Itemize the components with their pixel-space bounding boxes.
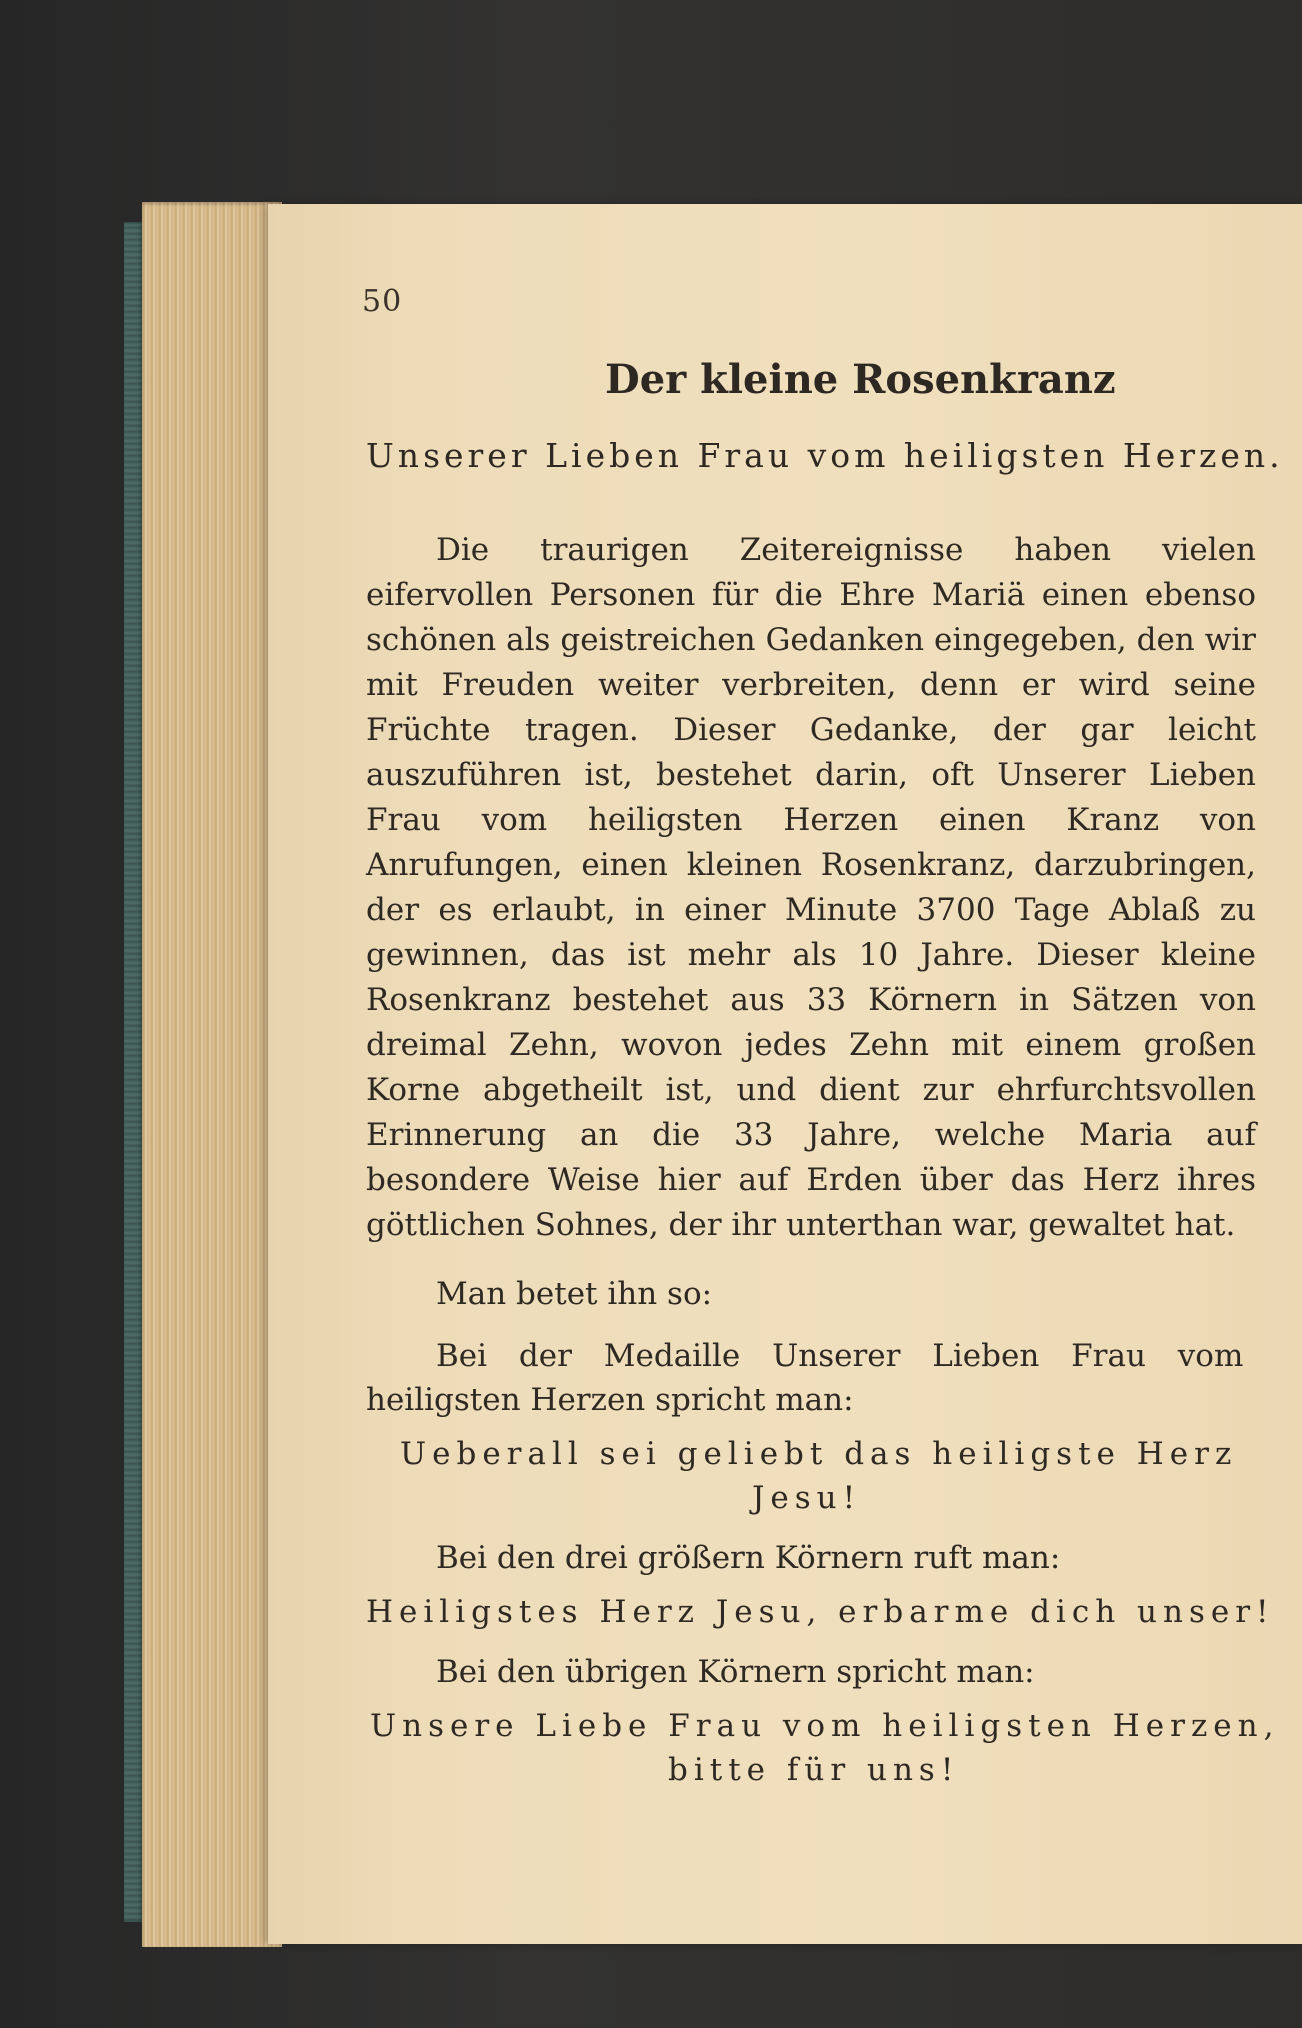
page-number: 50 xyxy=(362,284,403,319)
medal-instruction-line-1: Bei der Medaille Unserer Lieben Frau vom xyxy=(436,1338,1244,1374)
page-title: Der kleine Rosenkranz xyxy=(605,356,1116,403)
main-paragraph: Die traurigen Zeitereignisse haben vielen eifervollen Personen für die Ehre Mariä einen ebenso schönen als geistreichen Gedanken eingegeben, den wir mit Freuden weiter verbreiten, denn er wird seine Früchte tragen. Dieser Gedanke, der gar leicht auszuführen ist, bestehet darin, oft Unserer Lieben Frau vom heiligsten Herzen einen Kranz von Anrufungen, einen kleinen Rosenkranz, darzubringen, der es erlaubt, in einer Minute 3700 Tage Ablaß zu gewinnen, das ist mehr als 10 Jahre. Dieser kleine Rosenkranz bestehet aus 33 Körnern in Sätzen von dreimal Zehn, wovon jedes Zehn mit einem großen Korne abgetheilt ist, und dient zur ehrfurchtsvollen Erinnerung an die 33 Jahre, welche Maria auf besondere Weise hier auf Erden über das Herz ihres göttlichen Sohnes, der ihr unterthan war, gewaltet hat. xyxy=(366,532,1256,1243)
large-beads-instruction: Bei den drei größern Körnern ruft man: xyxy=(436,1540,1061,1576)
prayer-everywhere-line-1: Ueberall sei geliebt das heiligste Herz xyxy=(400,1436,1238,1472)
book-spine xyxy=(124,222,144,1922)
medal-instruction-line-2: heiligsten Herzen spricht man: xyxy=(366,1382,854,1418)
prayer-everywhere-line-2: Jesu! xyxy=(752,1480,862,1516)
prayer-our-lady-line-2: bitte für uns! xyxy=(668,1752,960,1788)
page-edges xyxy=(142,202,282,1947)
page-subtitle: Unserer Lieben Frau vom heiligsten Herzen. xyxy=(366,436,1284,475)
prayer-sacred-heart: Heiligstes Herz Jesu, erbarme dich unser! xyxy=(366,1594,1275,1630)
other-beads-instruction: Bei den übrigen Körnern spricht man: xyxy=(436,1654,1035,1690)
prayer-our-lady-line-1: Unsere Liebe Frau vom heiligsten Herzen, xyxy=(370,1708,1280,1744)
intro-line: Man betet ihn so: xyxy=(436,1276,713,1312)
